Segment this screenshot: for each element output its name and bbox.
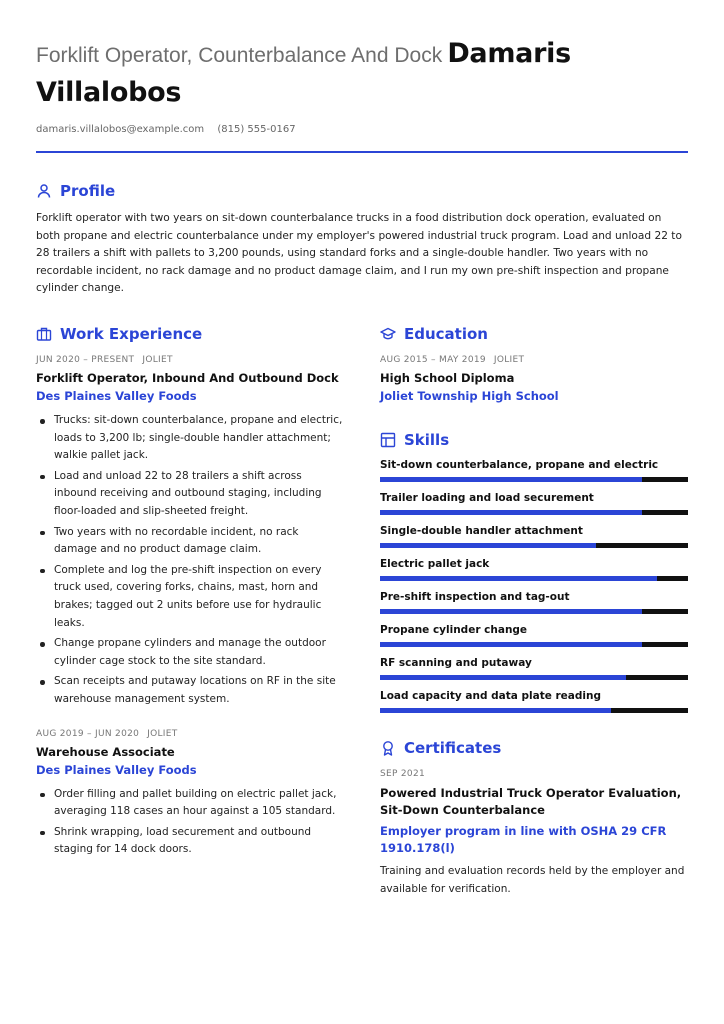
education-heading	[380, 325, 688, 343]
skill-level-bar	[380, 576, 688, 581]
email-link[interactable]: damaris.villalobos@example.com	[36, 124, 205, 135]
skill-item	[380, 690, 688, 713]
certificate-issuer: Employer program in line with OSHA 29 CFR 1910.178(l)	[380, 824, 667, 855]
certificate-date: SEP 2021	[380, 769, 425, 779]
skill-name: Propane cylinder change	[380, 624, 528, 636]
profile-heading	[36, 182, 688, 200]
job-meta	[36, 729, 344, 739]
graduation-cap-icon	[380, 326, 396, 342]
bullet-item: Change propane cylinders and manage the outdoor cylinder cage stock to the site standard.	[36, 635, 344, 670]
experience-heading	[36, 325, 344, 343]
skill-list	[380, 459, 688, 713]
skill-level-bar	[380, 543, 688, 548]
job-dates: JUN 2020 – PRESENT	[36, 355, 135, 365]
profile-summary: Forklift operator with two years on sit-down counterbalance trucks in a food distribution dock operation, evaluated on both propane and electric counterbalance under my employer's powered industrial truck program. Load and unload 22 to 28 trailers a shift with pallets to 3,200 pounds, using standard forks and a single-double handler. Two years with no recordable incident, no rack damage and no product damage claim, and I run my own pre-shift inspection and propane cylinder change.	[36, 212, 682, 295]
company-name: Des Plaines Valley Foods	[36, 762, 197, 777]
skills-heading-text: Skills	[404, 431, 450, 449]
skill-name: Load capacity and data plate reading	[380, 690, 601, 702]
bullet-item: Complete and log the pre-shift inspection on every truck used, covering forks, chains, mast, horn and brakes; tagged out 2 units before use for hydraulic leaks.	[36, 562, 344, 632]
certificate-description: Training and evaluation records held by the employer and available for verification.	[380, 865, 685, 895]
job-title: Forklift Operator, Counterbalance And Dock	[36, 44, 443, 67]
skill-name: Sit-down counterbalance, propane and electric	[380, 459, 659, 471]
skill-level-fill	[380, 609, 642, 614]
job-bullets	[36, 786, 344, 859]
profile-heading-text: Profile	[60, 182, 116, 200]
education-dates: AUG 2015 – MAY 2019	[380, 355, 486, 365]
education-location: JOLIET	[493, 355, 525, 365]
education-meta	[380, 355, 688, 365]
left-column	[36, 325, 344, 862]
candidate-name: Damaris Villalobos	[36, 38, 571, 108]
bullet-item: Load and unload 22 to 28 trailers a shift across inbound receiving and outbound staging, including floor-loaded and slip-sheeted freight.	[36, 468, 344, 521]
phone-number: (815) 555-0167	[217, 124, 296, 135]
skill-item	[380, 558, 688, 581]
briefcase-icon	[36, 326, 52, 342]
skill-level-fill	[380, 576, 657, 581]
skill-level-fill	[380, 642, 642, 647]
resume-page	[36, 0, 688, 1024]
skill-name: Electric pallet jack	[380, 558, 490, 570]
skill-name: Trailer loading and load securement	[380, 492, 594, 504]
education-section	[380, 325, 688, 403]
skill-level-fill	[380, 708, 611, 713]
skills-section	[380, 431, 688, 713]
bullet-item: Two years with no recordable incident, no rack damage and no product damage claim.	[36, 524, 344, 559]
bullet-item: Trucks: sit-down counterbalance, propane and electric, loads to 3,200 lb; single-double handler attachment; walkie pallet jack.	[36, 412, 344, 465]
profile-section	[36, 182, 688, 298]
skill-name: RF scanning and putaway	[380, 657, 532, 669]
skill-level-fill	[380, 675, 626, 680]
skill-item	[380, 591, 688, 614]
header-divider	[36, 151, 688, 153]
skill-level-bar	[380, 675, 688, 680]
job-entry	[36, 729, 344, 859]
skill-item	[380, 657, 688, 680]
skill-name: Pre-shift inspection and tag-out	[380, 591, 570, 603]
resume-header	[36, 36, 688, 135]
job-location: JOLIET	[147, 728, 178, 739]
certificates-heading	[380, 739, 688, 757]
skill-level-fill	[380, 510, 642, 515]
job-title: Warehouse Associate	[36, 744, 175, 759]
experience-heading-text: Work Experience	[60, 325, 203, 343]
degree: High School Diploma	[380, 371, 515, 385]
skill-level-bar	[380, 477, 688, 482]
layout-grid-icon	[380, 432, 396, 448]
title-line	[36, 36, 688, 114]
skill-level-bar	[380, 708, 688, 713]
job-meta	[36, 355, 344, 365]
job-location: JOLIET	[142, 355, 173, 365]
job-title: Forklift Operator, Inbound And Outbound Dock	[36, 371, 339, 385]
bullet-item: Shrink wrapping, load securement and outbound staging for 14 dock doors.	[36, 824, 344, 859]
school-name: Joliet Township High School	[380, 389, 559, 403]
education-heading-text: Education	[404, 325, 488, 343]
skill-item	[380, 492, 688, 515]
skill-level-bar	[380, 510, 688, 515]
certificates-heading-text: Certificates	[404, 739, 502, 757]
skill-name: Single-double handler attachment	[380, 525, 583, 537]
person-icon	[36, 183, 52, 199]
skill-item	[380, 459, 688, 482]
bullet-item: Scan receipts and putaway locations on RF in the site warehouse management system.	[36, 673, 344, 708]
skill-level-fill	[380, 477, 642, 482]
skill-level-bar	[380, 609, 688, 614]
bullet-item: Order filling and pallet building on electric pallet jack, averaging 118 cases an hour against a 105 standard.	[36, 786, 344, 821]
certificates-section	[380, 739, 688, 898]
certificate-title: Powered Industrial Truck Operator Evaluation, Sit-Down Counterbalance	[380, 786, 682, 817]
right-column	[380, 325, 688, 898]
job-entry	[36, 355, 344, 709]
skill-item	[380, 624, 688, 647]
contact-line	[36, 124, 306, 135]
job-dates: AUG 2019 – JUN 2020	[36, 728, 140, 739]
skill-level-bar	[380, 642, 688, 647]
award-icon	[380, 740, 396, 756]
skill-item	[380, 525, 688, 548]
skills-heading	[380, 431, 688, 449]
skill-level-fill	[380, 543, 596, 548]
company-name: Des Plaines Valley Foods	[36, 389, 197, 403]
job-bullets	[36, 412, 344, 709]
